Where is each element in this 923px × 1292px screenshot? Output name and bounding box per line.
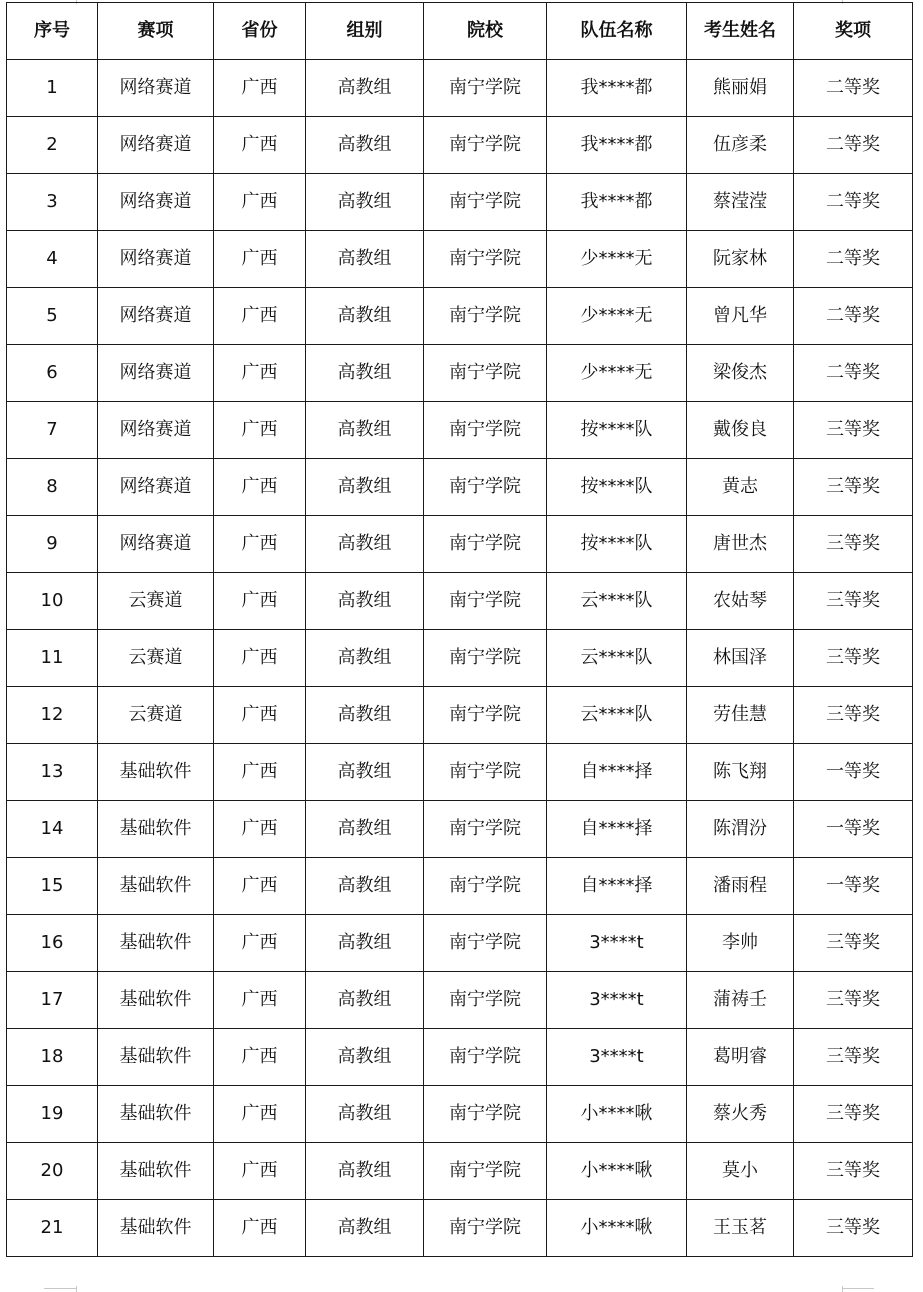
cell-team-name: 云****队 — [547, 630, 687, 687]
table-header-row — [7, 3, 913, 60]
cell-event: 云赛道 — [98, 687, 214, 744]
cell-group: 高教组 — [306, 573, 424, 630]
cell-award: 二等奖 — [794, 345, 913, 402]
cell-student-name: 莫小 — [687, 1143, 794, 1200]
cell-event: 网络赛道 — [98, 345, 214, 402]
table-row — [7, 1086, 913, 1143]
cell-student-name: 曾凡华 — [687, 288, 794, 345]
cell-province: 广西 — [214, 915, 306, 972]
cell-serial-number: 3 — [7, 174, 98, 231]
cell-team-name: 小****啾 — [547, 1143, 687, 1200]
table-row — [7, 174, 913, 231]
cell-student-name: 阮家林 — [687, 231, 794, 288]
column-header-serial-number: 序号 — [7, 3, 98, 60]
cell-team-name: 按****队 — [547, 459, 687, 516]
cell-group: 高教组 — [306, 1143, 424, 1200]
cell-student-name: 伍彦柔 — [687, 117, 794, 174]
cell-school: 南宁学院 — [424, 630, 547, 687]
cell-award: 二等奖 — [794, 60, 913, 117]
cell-school: 南宁学院 — [424, 1086, 547, 1143]
cell-serial-number: 2 — [7, 117, 98, 174]
cell-student-name: 蒲祷壬 — [687, 972, 794, 1029]
cell-school: 南宁学院 — [424, 1029, 547, 1086]
cell-province: 广西 — [214, 174, 306, 231]
cell-province: 广西 — [214, 117, 306, 174]
table-row — [7, 573, 913, 630]
cell-event: 网络赛道 — [98, 516, 214, 573]
table-row — [7, 288, 913, 345]
cell-serial-number: 8 — [7, 459, 98, 516]
cell-serial-number: 21 — [7, 1200, 98, 1257]
cell-serial-number: 4 — [7, 231, 98, 288]
cell-student-name: 劳佳慧 — [687, 687, 794, 744]
table-row — [7, 1143, 913, 1200]
column-header-team-name: 队伍名称 — [547, 3, 687, 60]
cell-award: 三等奖 — [794, 915, 913, 972]
cell-group: 高教组 — [306, 60, 424, 117]
cell-group: 高教组 — [306, 459, 424, 516]
cell-group: 高教组 — [306, 744, 424, 801]
cell-event: 云赛道 — [98, 630, 214, 687]
cell-group: 高教组 — [306, 174, 424, 231]
cell-province: 广西 — [214, 687, 306, 744]
cell-team-name: 小****啾 — [547, 1086, 687, 1143]
cell-award: 一等奖 — [794, 744, 913, 801]
cell-event: 网络赛道 — [98, 459, 214, 516]
cell-award: 二等奖 — [794, 288, 913, 345]
cell-school: 南宁学院 — [424, 801, 547, 858]
cell-serial-number: 20 — [7, 1143, 98, 1200]
cell-group: 高教组 — [306, 630, 424, 687]
cell-province: 广西 — [214, 1143, 306, 1200]
cell-province: 广西 — [214, 402, 306, 459]
cell-group: 高教组 — [306, 288, 424, 345]
cell-province: 广西 — [214, 972, 306, 1029]
crop-mark-bottom-right — [842, 1288, 874, 1289]
table-row — [7, 345, 913, 402]
cell-group: 高教组 — [306, 402, 424, 459]
cell-serial-number: 9 — [7, 516, 98, 573]
cell-team-name: 少****无 — [547, 345, 687, 402]
cell-serial-number: 12 — [7, 687, 98, 744]
cell-team-name: 云****队 — [547, 573, 687, 630]
cell-team-name: 按****队 — [547, 402, 687, 459]
cell-province: 广西 — [214, 1200, 306, 1257]
table-row — [7, 630, 913, 687]
column-header-province: 省份 — [214, 3, 306, 60]
cell-event: 云赛道 — [98, 573, 214, 630]
column-header-student-name: 考生姓名 — [687, 3, 794, 60]
cell-school: 南宁学院 — [424, 972, 547, 1029]
cell-award: 三等奖 — [794, 1029, 913, 1086]
table-row — [7, 402, 913, 459]
cell-serial-number: 5 — [7, 288, 98, 345]
table-row — [7, 117, 913, 174]
cell-group: 高教组 — [306, 1086, 424, 1143]
cell-team-name: 3****t — [547, 915, 687, 972]
cell-award: 二等奖 — [794, 231, 913, 288]
cell-group: 高教组 — [306, 801, 424, 858]
cell-student-name: 熊丽娟 — [687, 60, 794, 117]
cell-event: 网络赛道 — [98, 288, 214, 345]
cell-award: 三等奖 — [794, 1086, 913, 1143]
cell-event: 基础软件 — [98, 858, 214, 915]
cell-award: 三等奖 — [794, 1200, 913, 1257]
cell-serial-number: 7 — [7, 402, 98, 459]
cell-event: 基础软件 — [98, 915, 214, 972]
cell-group: 高教组 — [306, 687, 424, 744]
cell-serial-number: 6 — [7, 345, 98, 402]
cell-province: 广西 — [214, 516, 306, 573]
cell-serial-number: 11 — [7, 630, 98, 687]
cell-province: 广西 — [214, 60, 306, 117]
cell-serial-number: 10 — [7, 573, 98, 630]
cell-student-name: 蔡滢滢 — [687, 174, 794, 231]
cell-group: 高教组 — [306, 231, 424, 288]
cell-award: 三等奖 — [794, 972, 913, 1029]
cell-event: 基础软件 — [98, 1200, 214, 1257]
cell-school: 南宁学院 — [424, 1143, 547, 1200]
cell-student-name: 林国泽 — [687, 630, 794, 687]
cell-serial-number: 18 — [7, 1029, 98, 1086]
cell-province: 广西 — [214, 744, 306, 801]
cell-award: 三等奖 — [794, 630, 913, 687]
cell-student-name: 潘雨程 — [687, 858, 794, 915]
cell-province: 广西 — [214, 858, 306, 915]
cell-team-name: 3****t — [547, 972, 687, 1029]
cell-serial-number: 1 — [7, 60, 98, 117]
cell-group: 高教组 — [306, 117, 424, 174]
cell-award: 三等奖 — [794, 459, 913, 516]
cell-award: 一等奖 — [794, 858, 913, 915]
cell-team-name: 少****无 — [547, 231, 687, 288]
cell-award: 三等奖 — [794, 516, 913, 573]
table-row — [7, 516, 913, 573]
cell-event: 基础软件 — [98, 1086, 214, 1143]
table-row — [7, 459, 913, 516]
cell-school: 南宁学院 — [424, 915, 547, 972]
cell-team-name: 3****t — [547, 1029, 687, 1086]
column-header-event: 赛项 — [98, 3, 214, 60]
cell-event: 基础软件 — [98, 744, 214, 801]
cell-team-name: 我****都 — [547, 60, 687, 117]
cell-group: 高教组 — [306, 915, 424, 972]
cell-award: 二等奖 — [794, 117, 913, 174]
cell-team-name: 云****队 — [547, 687, 687, 744]
cell-group: 高教组 — [306, 858, 424, 915]
cell-province: 广西 — [214, 345, 306, 402]
cell-team-name: 少****无 — [547, 288, 687, 345]
cell-student-name: 农姑琴 — [687, 573, 794, 630]
cell-serial-number: 15 — [7, 858, 98, 915]
cell-award: 二等奖 — [794, 174, 913, 231]
table-body — [7, 60, 913, 1257]
cell-school: 南宁学院 — [424, 345, 547, 402]
crop-mark-bottom-left — [44, 1288, 76, 1289]
cell-serial-number: 16 — [7, 915, 98, 972]
table-row — [7, 801, 913, 858]
cell-event: 基础软件 — [98, 1143, 214, 1200]
cell-award: 一等奖 — [794, 801, 913, 858]
award-table — [6, 2, 913, 1257]
table-row — [7, 687, 913, 744]
cell-student-name: 唐世杰 — [687, 516, 794, 573]
cell-group: 高教组 — [306, 1029, 424, 1086]
cell-event: 网络赛道 — [98, 60, 214, 117]
table-row — [7, 744, 913, 801]
cell-student-name: 梁俊杰 — [687, 345, 794, 402]
cell-province: 广西 — [214, 1086, 306, 1143]
cell-school: 南宁学院 — [424, 231, 547, 288]
cell-student-name: 蔡火秀 — [687, 1086, 794, 1143]
cell-team-name: 我****都 — [547, 174, 687, 231]
column-header-school: 院校 — [424, 3, 547, 60]
cell-school: 南宁学院 — [424, 516, 547, 573]
cell-student-name: 戴俊良 — [687, 402, 794, 459]
column-header-group: 组别 — [306, 3, 424, 60]
cell-province: 广西 — [214, 1029, 306, 1086]
cell-event: 网络赛道 — [98, 117, 214, 174]
table-row — [7, 972, 913, 1029]
cell-team-name: 自****择 — [547, 744, 687, 801]
crop-mark-bottom-right-v — [842, 1286, 843, 1292]
table-row — [7, 1200, 913, 1257]
cell-province: 广西 — [214, 231, 306, 288]
cell-school: 南宁学院 — [424, 402, 547, 459]
cell-event: 网络赛道 — [98, 174, 214, 231]
cell-award: 三等奖 — [794, 573, 913, 630]
cell-award: 三等奖 — [794, 687, 913, 744]
cell-serial-number: 14 — [7, 801, 98, 858]
cell-event: 基础软件 — [98, 972, 214, 1029]
cell-student-name: 李帅 — [687, 915, 794, 972]
cell-team-name: 自****择 — [547, 801, 687, 858]
column-header-award: 奖项 — [794, 3, 913, 60]
cell-team-name: 我****都 — [547, 117, 687, 174]
table-row — [7, 1029, 913, 1086]
table-row — [7, 60, 913, 117]
cell-school: 南宁学院 — [424, 1200, 547, 1257]
crop-mark-bottom-left-v — [76, 1286, 77, 1292]
cell-team-name: 按****队 — [547, 516, 687, 573]
cell-event: 网络赛道 — [98, 231, 214, 288]
cell-team-name: 小****啾 — [547, 1200, 687, 1257]
table-row — [7, 231, 913, 288]
cell-student-name: 葛明睿 — [687, 1029, 794, 1086]
cell-event: 基础软件 — [98, 801, 214, 858]
cell-school: 南宁学院 — [424, 288, 547, 345]
cell-student-name: 陈飞翔 — [687, 744, 794, 801]
cell-student-name: 陈渭汾 — [687, 801, 794, 858]
cell-school: 南宁学院 — [424, 459, 547, 516]
cell-school: 南宁学院 — [424, 60, 547, 117]
cell-serial-number: 19 — [7, 1086, 98, 1143]
cell-province: 广西 — [214, 801, 306, 858]
cell-school: 南宁学院 — [424, 117, 547, 174]
cell-province: 广西 — [214, 288, 306, 345]
cell-serial-number: 17 — [7, 972, 98, 1029]
cell-award: 三等奖 — [794, 402, 913, 459]
cell-group: 高教组 — [306, 972, 424, 1029]
cell-event: 基础软件 — [98, 1029, 214, 1086]
cell-province: 广西 — [214, 573, 306, 630]
cell-team-name: 自****择 — [547, 858, 687, 915]
cell-province: 广西 — [214, 630, 306, 687]
table-row — [7, 858, 913, 915]
cell-province: 广西 — [214, 459, 306, 516]
cell-serial-number: 13 — [7, 744, 98, 801]
cell-event: 网络赛道 — [98, 402, 214, 459]
cell-group: 高教组 — [306, 345, 424, 402]
cell-student-name: 王玉茗 — [687, 1200, 794, 1257]
cell-group: 高教组 — [306, 1200, 424, 1257]
cell-group: 高教组 — [306, 516, 424, 573]
cell-school: 南宁学院 — [424, 744, 547, 801]
cell-school: 南宁学院 — [424, 687, 547, 744]
cell-student-name: 黄志 — [687, 459, 794, 516]
cell-school: 南宁学院 — [424, 174, 547, 231]
table-row — [7, 915, 913, 972]
cell-school: 南宁学院 — [424, 858, 547, 915]
cell-school: 南宁学院 — [424, 573, 547, 630]
cell-award: 三等奖 — [794, 1143, 913, 1200]
